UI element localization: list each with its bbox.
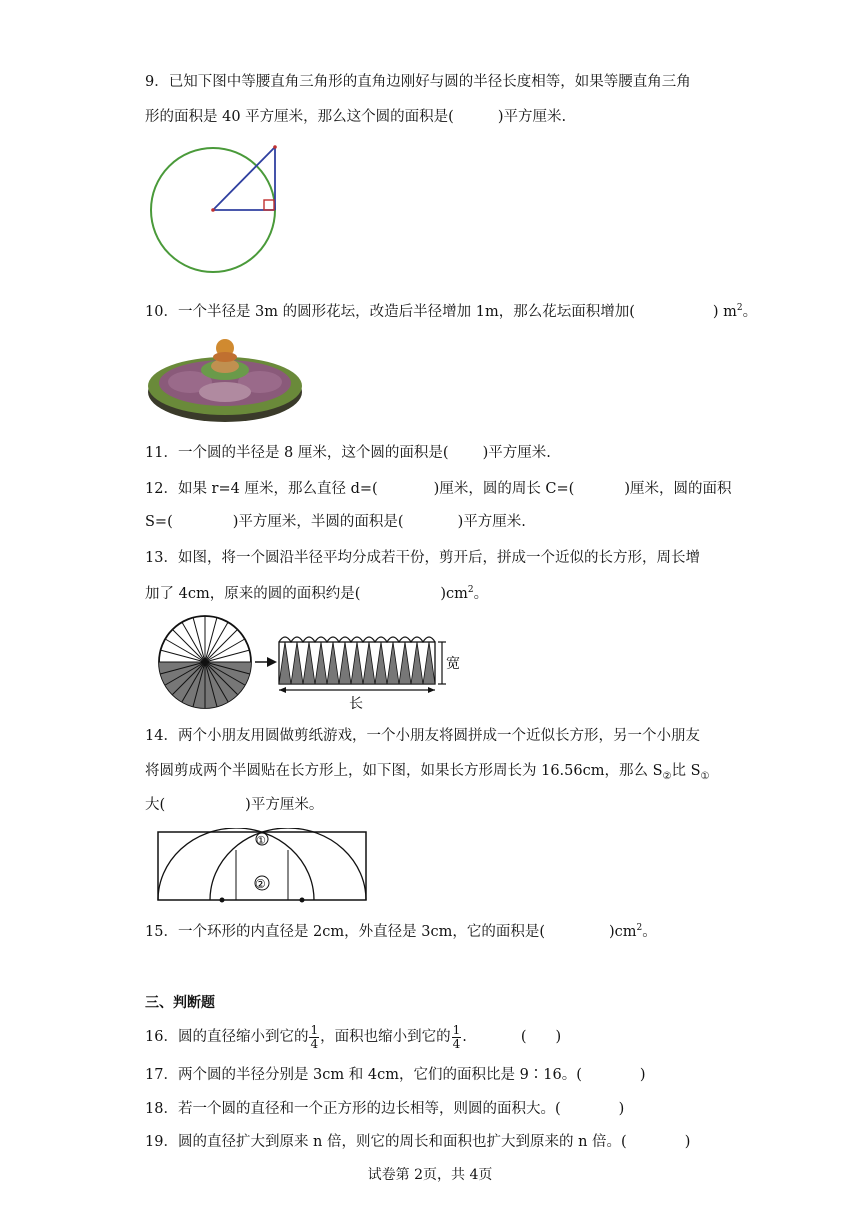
flower-bed-image (145, 330, 305, 430)
fraction: $\frac{1}{4}$ (310, 1022, 319, 1051)
q15: 15．一个环形的内直径是 2cm，外直径是 3cm，它的面积是( )$cm^2$。 (145, 923, 657, 940)
circle-triangle-figure (145, 142, 280, 277)
q12-line2: S=( )平方厘米，半圆的面积是( )平方厘米. (145, 514, 526, 530)
semicircles-rectangle-figure (155, 828, 370, 906)
region-2-label: ② (255, 877, 266, 891)
q13-line1: 13．如图，将一个圆沿半径平均分成若干份，剪开后，拼成一个近似的长方形，周长增 (145, 550, 700, 566)
q14-line2: 将圆剪成两个半圆贴在长方形上，如下图，如果长方形周长为 16.56cm，那么 $S_②$比 $S_①$ (145, 763, 710, 782)
q18: 18．若一个圆的直径和一个正方形的边长相等，则圆的面积大。( ) (145, 1101, 625, 1117)
q10: 10．一个半径是 3m 的圆形花坛，改造后半径增加 1m，那么花坛面积增加( ) $m^2$。 (145, 303, 758, 320)
page-footer: 试卷第 2页，共 4页 (367, 1167, 493, 1183)
q13-line2: 加了 4cm，原来的圆的面积约是( )$cm^2$。 (145, 585, 489, 602)
q14-line3: 大( )平方厘米。 (145, 797, 324, 813)
q9-line2: 形的面积是 40 平方厘米，那么这个圆的面积是( )平方厘米. (145, 109, 567, 125)
q17: 17．两个圆的半径分别是 3cm 和 4cm，它们的面积比是 9∶16。( ) (145, 1067, 646, 1083)
region-1-label: ① (256, 834, 266, 847)
q11: 11．一个圆的半径是 8 厘米，这个圆的面积是( )平方厘米. (145, 445, 551, 461)
q14-line1: 14．两个小朋友用圆做剪纸游戏，一个小朋友将圆拼成一个近似长方形，另一个小朋友 (145, 728, 700, 744)
length-label: 长 (349, 696, 363, 712)
fraction: $\frac{1}{4}$ (452, 1022, 461, 1051)
q9-line1: 9．已知下图中等腰直角三角形的直角边刚好与圆的半径长度相等，如果等腰直角三角 (145, 74, 691, 90)
q12-line1: 12．如果 r=4 厘米，那么直径 d=( )厘米，圆的周长 C=( )厘米，圆的面积 (145, 481, 732, 497)
section-3-heading: 三、判断题 (145, 995, 215, 1011)
q19: 19．圆的直径扩大到原来 n 倍，则它的周长和面积也扩大到原来的 n 倍。( ) (145, 1134, 691, 1150)
width-label: 宽 (446, 656, 460, 672)
circle-rectangle-figure (155, 614, 475, 714)
q16: 16．圆的直径缩小到它的 $\frac{1}{4}$ ，面积也缩小到它的 $\frac{1}{4}$ . ( ) (145, 1022, 562, 1051)
